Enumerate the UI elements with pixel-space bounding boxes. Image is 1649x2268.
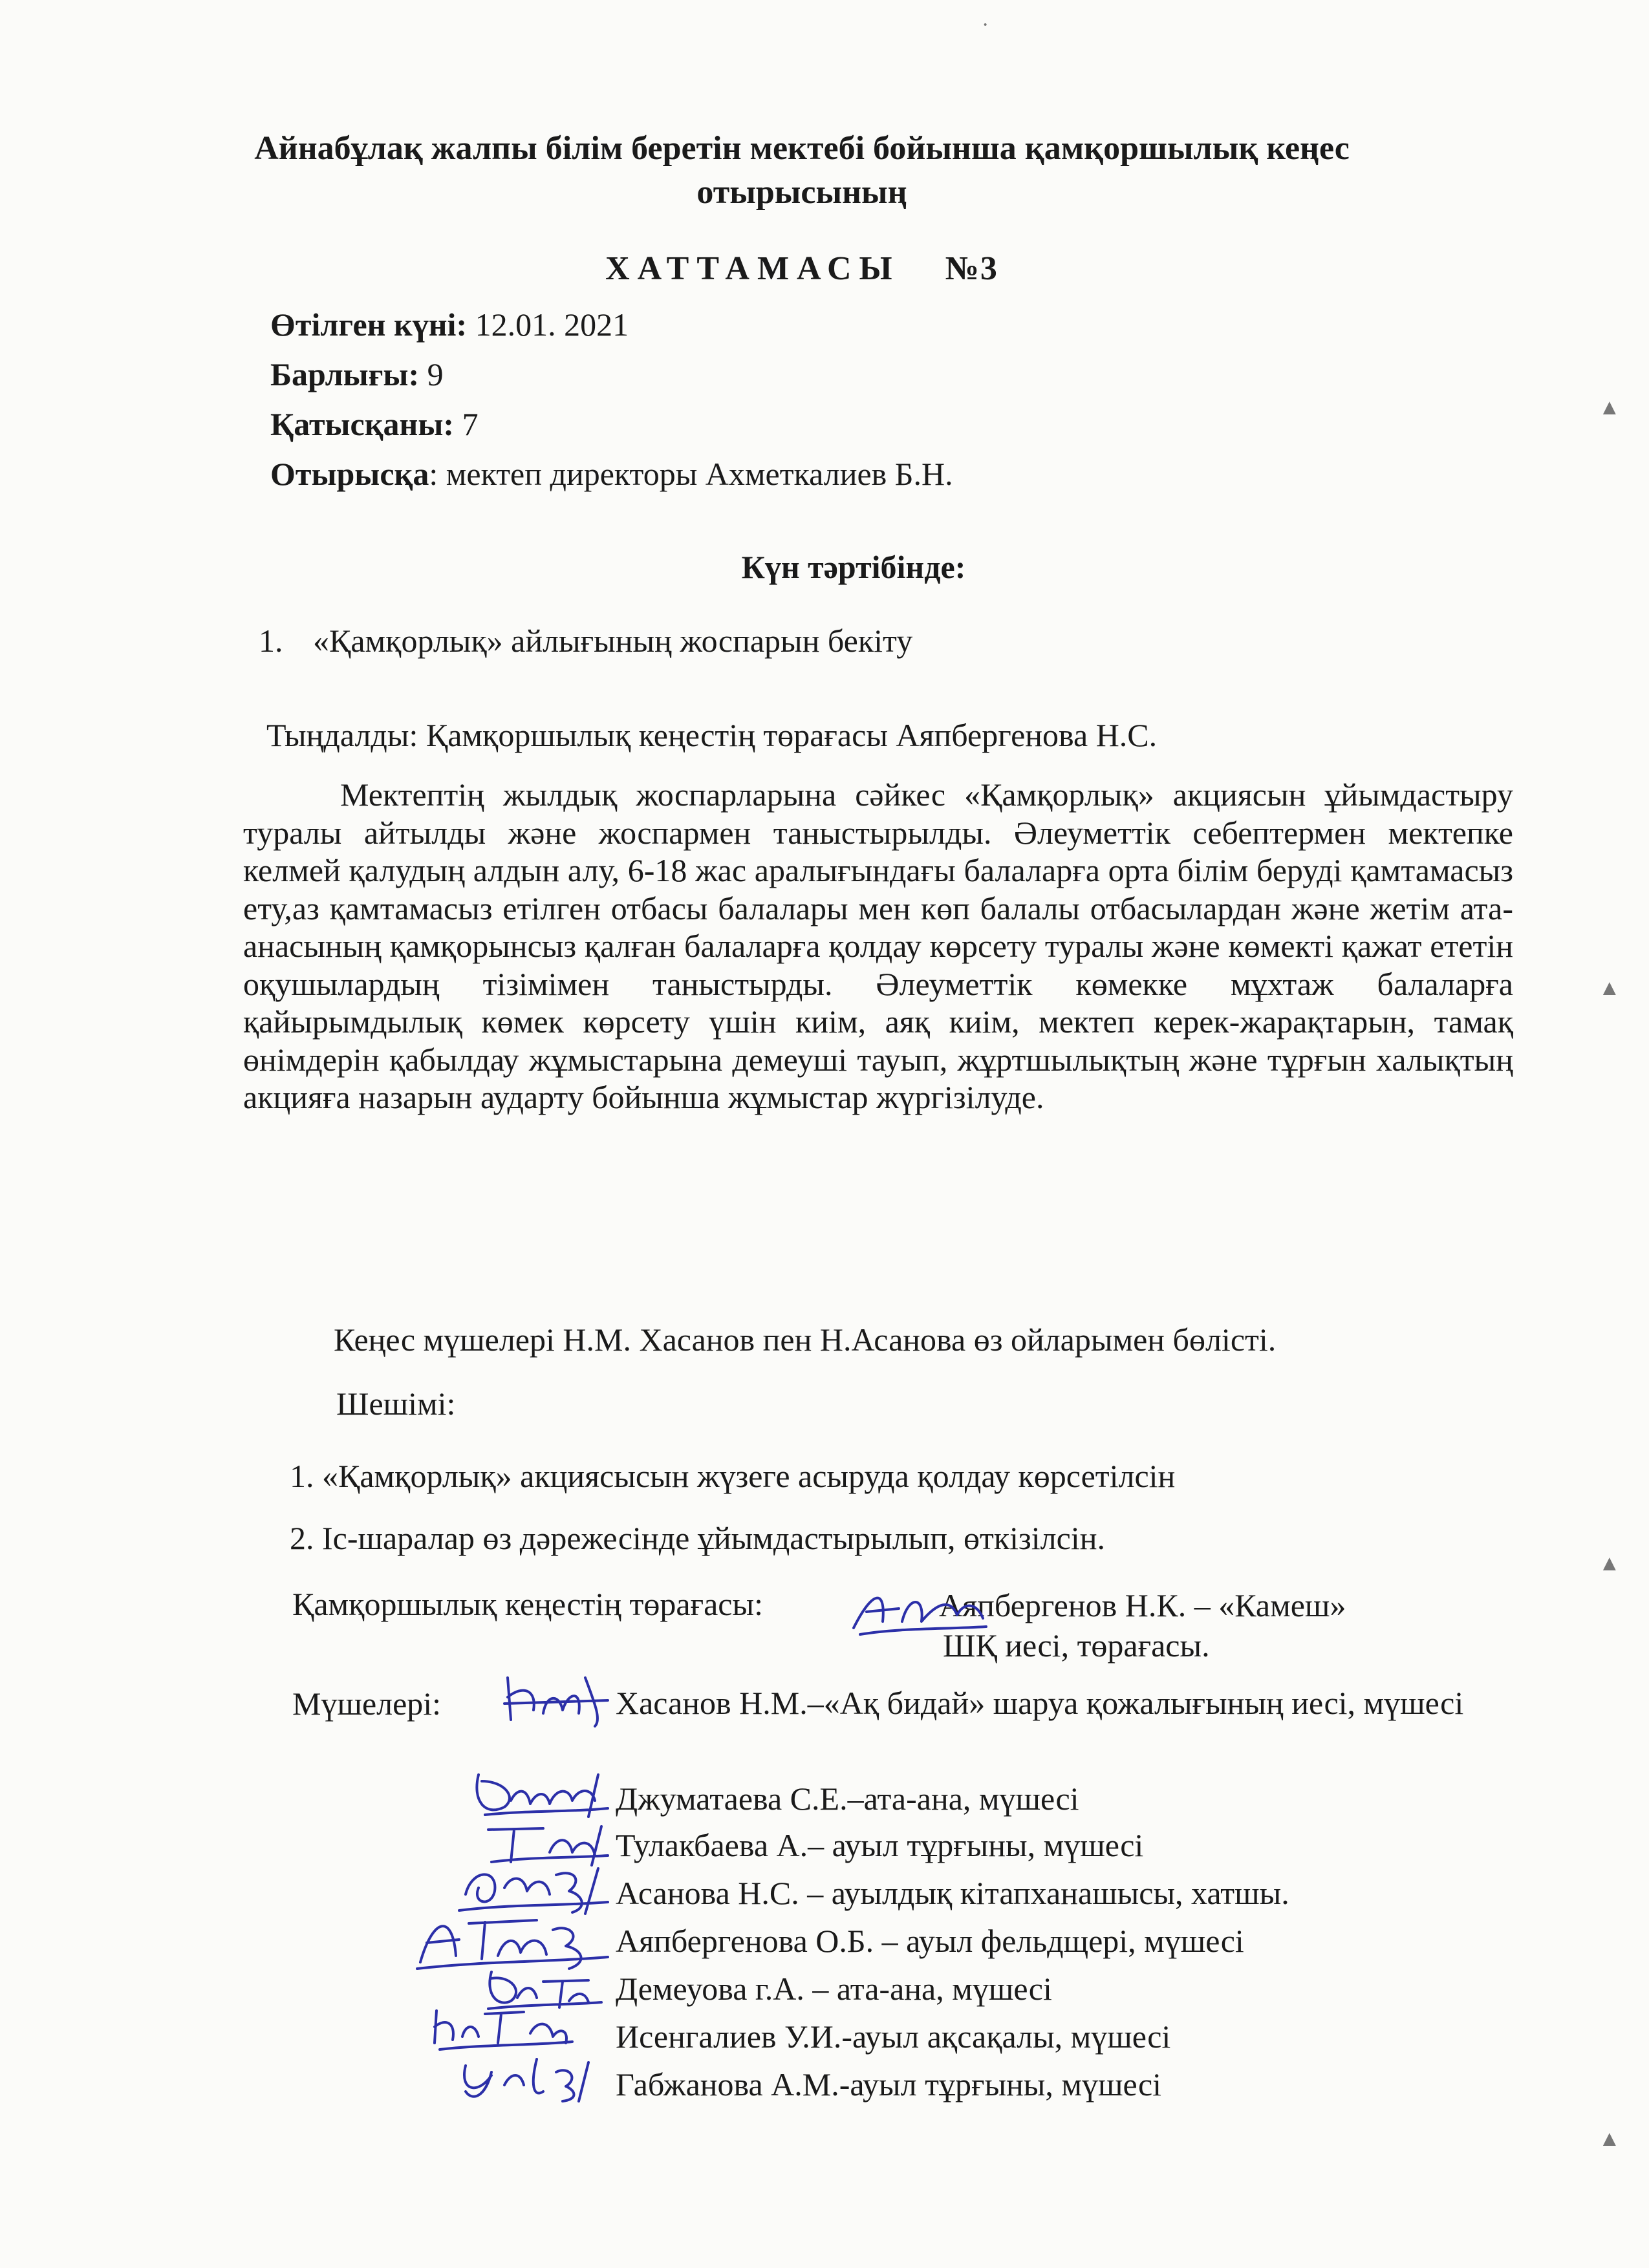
protocol-number: №3 (945, 250, 998, 287)
document-title: Айнабұлақ жалпы білім беретін мектебі бойынша қамқоршылық кеңес отырысының (254, 130, 1350, 211)
member-item: Джуматаева С.Е.–ата-ана, мүшесі (616, 1781, 1079, 1817)
chair-name (939, 1585, 1346, 1665)
meta-date (270, 305, 629, 344)
members-spoke-line: Кеңес мүшелері Н.М. Хасанов пен Н.Асанова өз ойларымен бөлісті. (334, 1321, 1277, 1358)
scan-arrow-icon: ▲ (1599, 976, 1621, 1000)
member-item: Аяпбергенова О.Б. – ауыл фельдщері, мүшесі (616, 1923, 1244, 1959)
chair-label: Қамқоршылық кеңестің төрағасы: (292, 1586, 763, 1622)
member-item: Тулакбаева А.– ауыл тұрғыны, мүшесі (616, 1827, 1144, 1863)
meta-total-value: 9 (419, 356, 444, 392)
protocol-word: ХАТТАМАСЫ (605, 250, 900, 287)
meta-date-label: Өтілген күні: (270, 306, 468, 343)
members-label: Мүшелері: (292, 1685, 442, 1722)
member-item: Демеуова г.А. – ата-ана, мүшесі (616, 1971, 1052, 2007)
decision-item: 1. «Қамқорлық» акциясысын жүзеге асыруда қолдау көрсетілсін (290, 1458, 1176, 1494)
decision-label: Шешімі: (336, 1385, 456, 1422)
meta-date-value: 12.01. 2021 (467, 306, 629, 343)
member-signature (498, 1665, 614, 1729)
agenda-item (259, 622, 912, 659)
member-item: Габжанова А.М.-ауыл тұрғыны, мүшесі (616, 2066, 1162, 2102)
chair-name-line: Аяпбергенов Н.К. – «Камеш» (939, 1587, 1346, 1623)
agenda-item-number: 1. (259, 623, 283, 659)
decision-item: 2. Іс-шаралар өз дәрежесінде ұйымдастырылып, өткізілсін. (290, 1520, 1105, 1556)
meta-chair (270, 455, 953, 493)
meta-total (270, 355, 444, 394)
member-item: Хасанов Н.М.–«Ақ бидай» шаруа қожалығының иесі, мүшесі (616, 1685, 1464, 1721)
chair-signature (847, 1583, 989, 1641)
heard-line: Тыңдалды: Қамқоршылық кеңестің төрағасы Аяпбергенова Н.С. (266, 717, 1158, 753)
meta-total-label: Барлығы: (270, 356, 420, 392)
agenda-item-text: «Қамқорлық» айлығының жоспарын бекіту (313, 623, 913, 659)
member-signature (453, 2046, 601, 2104)
meta-chair-value: : мектеп директоры Ахметкалиев Б.Н. (429, 456, 953, 492)
meta-chair-label: Отырысқа (270, 456, 429, 492)
protocol-heading (246, 250, 1358, 288)
meta-present-value: 7 (454, 406, 479, 442)
member-item: Асанова Н.С. – ауылдық кітапханашысы, хатшы. (616, 1875, 1289, 1911)
scan-arrow-icon: ▲ (1599, 1552, 1621, 1576)
agenda-title: Күн тәртібінде: (741, 549, 966, 585)
member-signature (466, 1762, 614, 1820)
scan-dot: · (982, 13, 989, 37)
main-paragraph: Мектептің жылдық жоспарларына сәйкес «Қамқорлық» акциясын ұйымдастыру туралы айтылды және жоспармен таныстырылды. Әлеуметтік себептермен мектепке келмей қалудың алдын алу, 6-18 жас аралығындағы балаларға орта білім беруді қамтамасыз ету,аз қамтамасыз етілген отбасы балалары мен көп балалы отбасылардан және жетім ата-анасының қамқорынсыз қалған балаларға қолдау көрсету туралы және көмекті қажат ететін оқушылардың тізімімен таныстырды. Әлеуметтік көмекке мұхтаж балаларға қайырымдылық көмек көрсету үшін киім, аяқ киім, мектеп керек-жарақтарын, тамақ өнімдерін қабылдау жұмыстарына демеуші тауып, жұртшылықтың және тұрғын халықтың акцияға назарын аударту бойынша жұмыстар жүргізілуде. (243, 776, 1513, 1115)
meta-present-label: Қатысқаны: (270, 406, 455, 442)
scan-arrow-icon: ▲ (1599, 2127, 1621, 2151)
member-item: Исенгалиев У.И.-ауыл ақсақалы, мүшесі (616, 2018, 1171, 2055)
scan-arrow-icon: ▲ (1599, 396, 1621, 420)
meta-present (270, 405, 479, 444)
chair-role-line: ШҚ иесі, төрағасы. (943, 1627, 1210, 1664)
